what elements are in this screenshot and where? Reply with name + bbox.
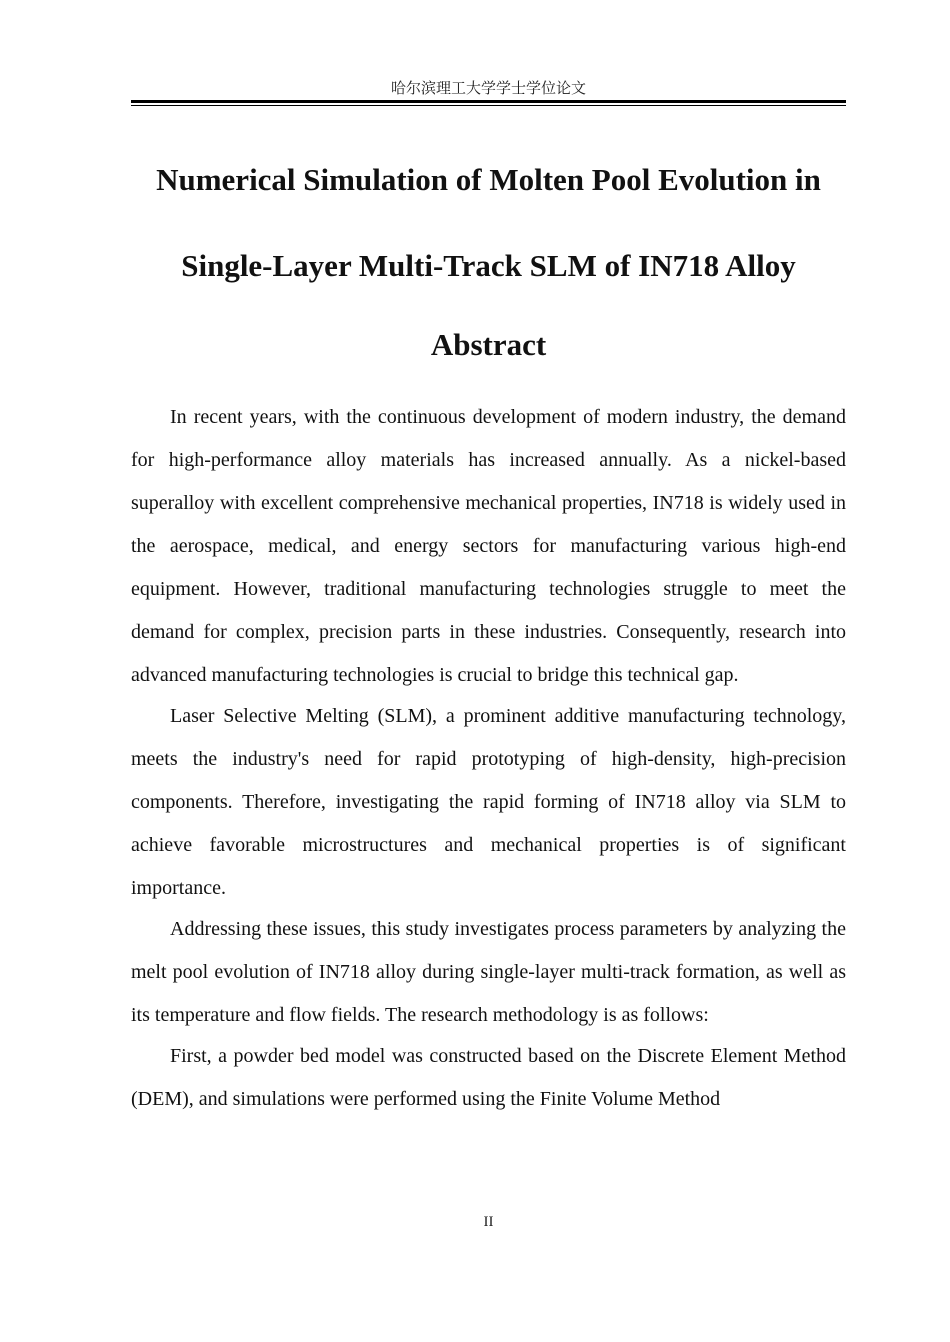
abstract-paragraph-2: Laser Selective Melting (SLM), a prominent additive manufacturing technology, meets the industry's need for rapid prototyping of high-density, high-precision components. Therefore, investigating the rapid forming of IN718 alloy via SLM to achieve favorable microstructures and mechanical properties is of significant importance. xyxy=(131,705,846,899)
running-header: 哈尔滨理工大学学士学位论文 xyxy=(390,79,586,97)
page-number: II xyxy=(483,1214,494,1230)
abstract-body xyxy=(131,396,846,1119)
thesis-title-line-1: Numerical Simulation of Molten Pool Evolution in xyxy=(156,162,821,197)
header-rule-thick xyxy=(131,100,846,103)
abstract-heading: Abstract xyxy=(430,327,547,362)
header-rule-thin xyxy=(131,105,846,106)
thesis-title xyxy=(118,137,859,309)
thesis-title-line-2: Single-Layer Multi-Track SLM of IN718 Alloy xyxy=(181,248,796,283)
abstract-paragraph-4: First, a powder bed model was constructed based on the Discrete Element Method (DEM), and simulations were performed using the Finite Volume Method xyxy=(131,1045,846,1110)
abstract-paragraph-1: In recent years, with the continuous development of modern industry, the demand for high-performance alloy materials has increased annually. As a nickel-based superalloy with excellent comprehensive mechanical properties, IN718 is widely used in the aerospace, medical, and energy sectors for manufacturing various high-end equipment. However, traditional manufacturing technologies struggle to meet the demand for complex, precision parts in these industries. Consequently, research into advanced manufacturing technologies is crucial to bridge this technical gap. xyxy=(131,406,846,686)
abstract-paragraph-3: Addressing these issues, this study investigates process parameters by analyzing the melt pool evolution of IN718 alloy during single-layer multi-track formation, as well as its temperature and flow fields. The research methodology is as follows: xyxy=(131,918,846,1026)
